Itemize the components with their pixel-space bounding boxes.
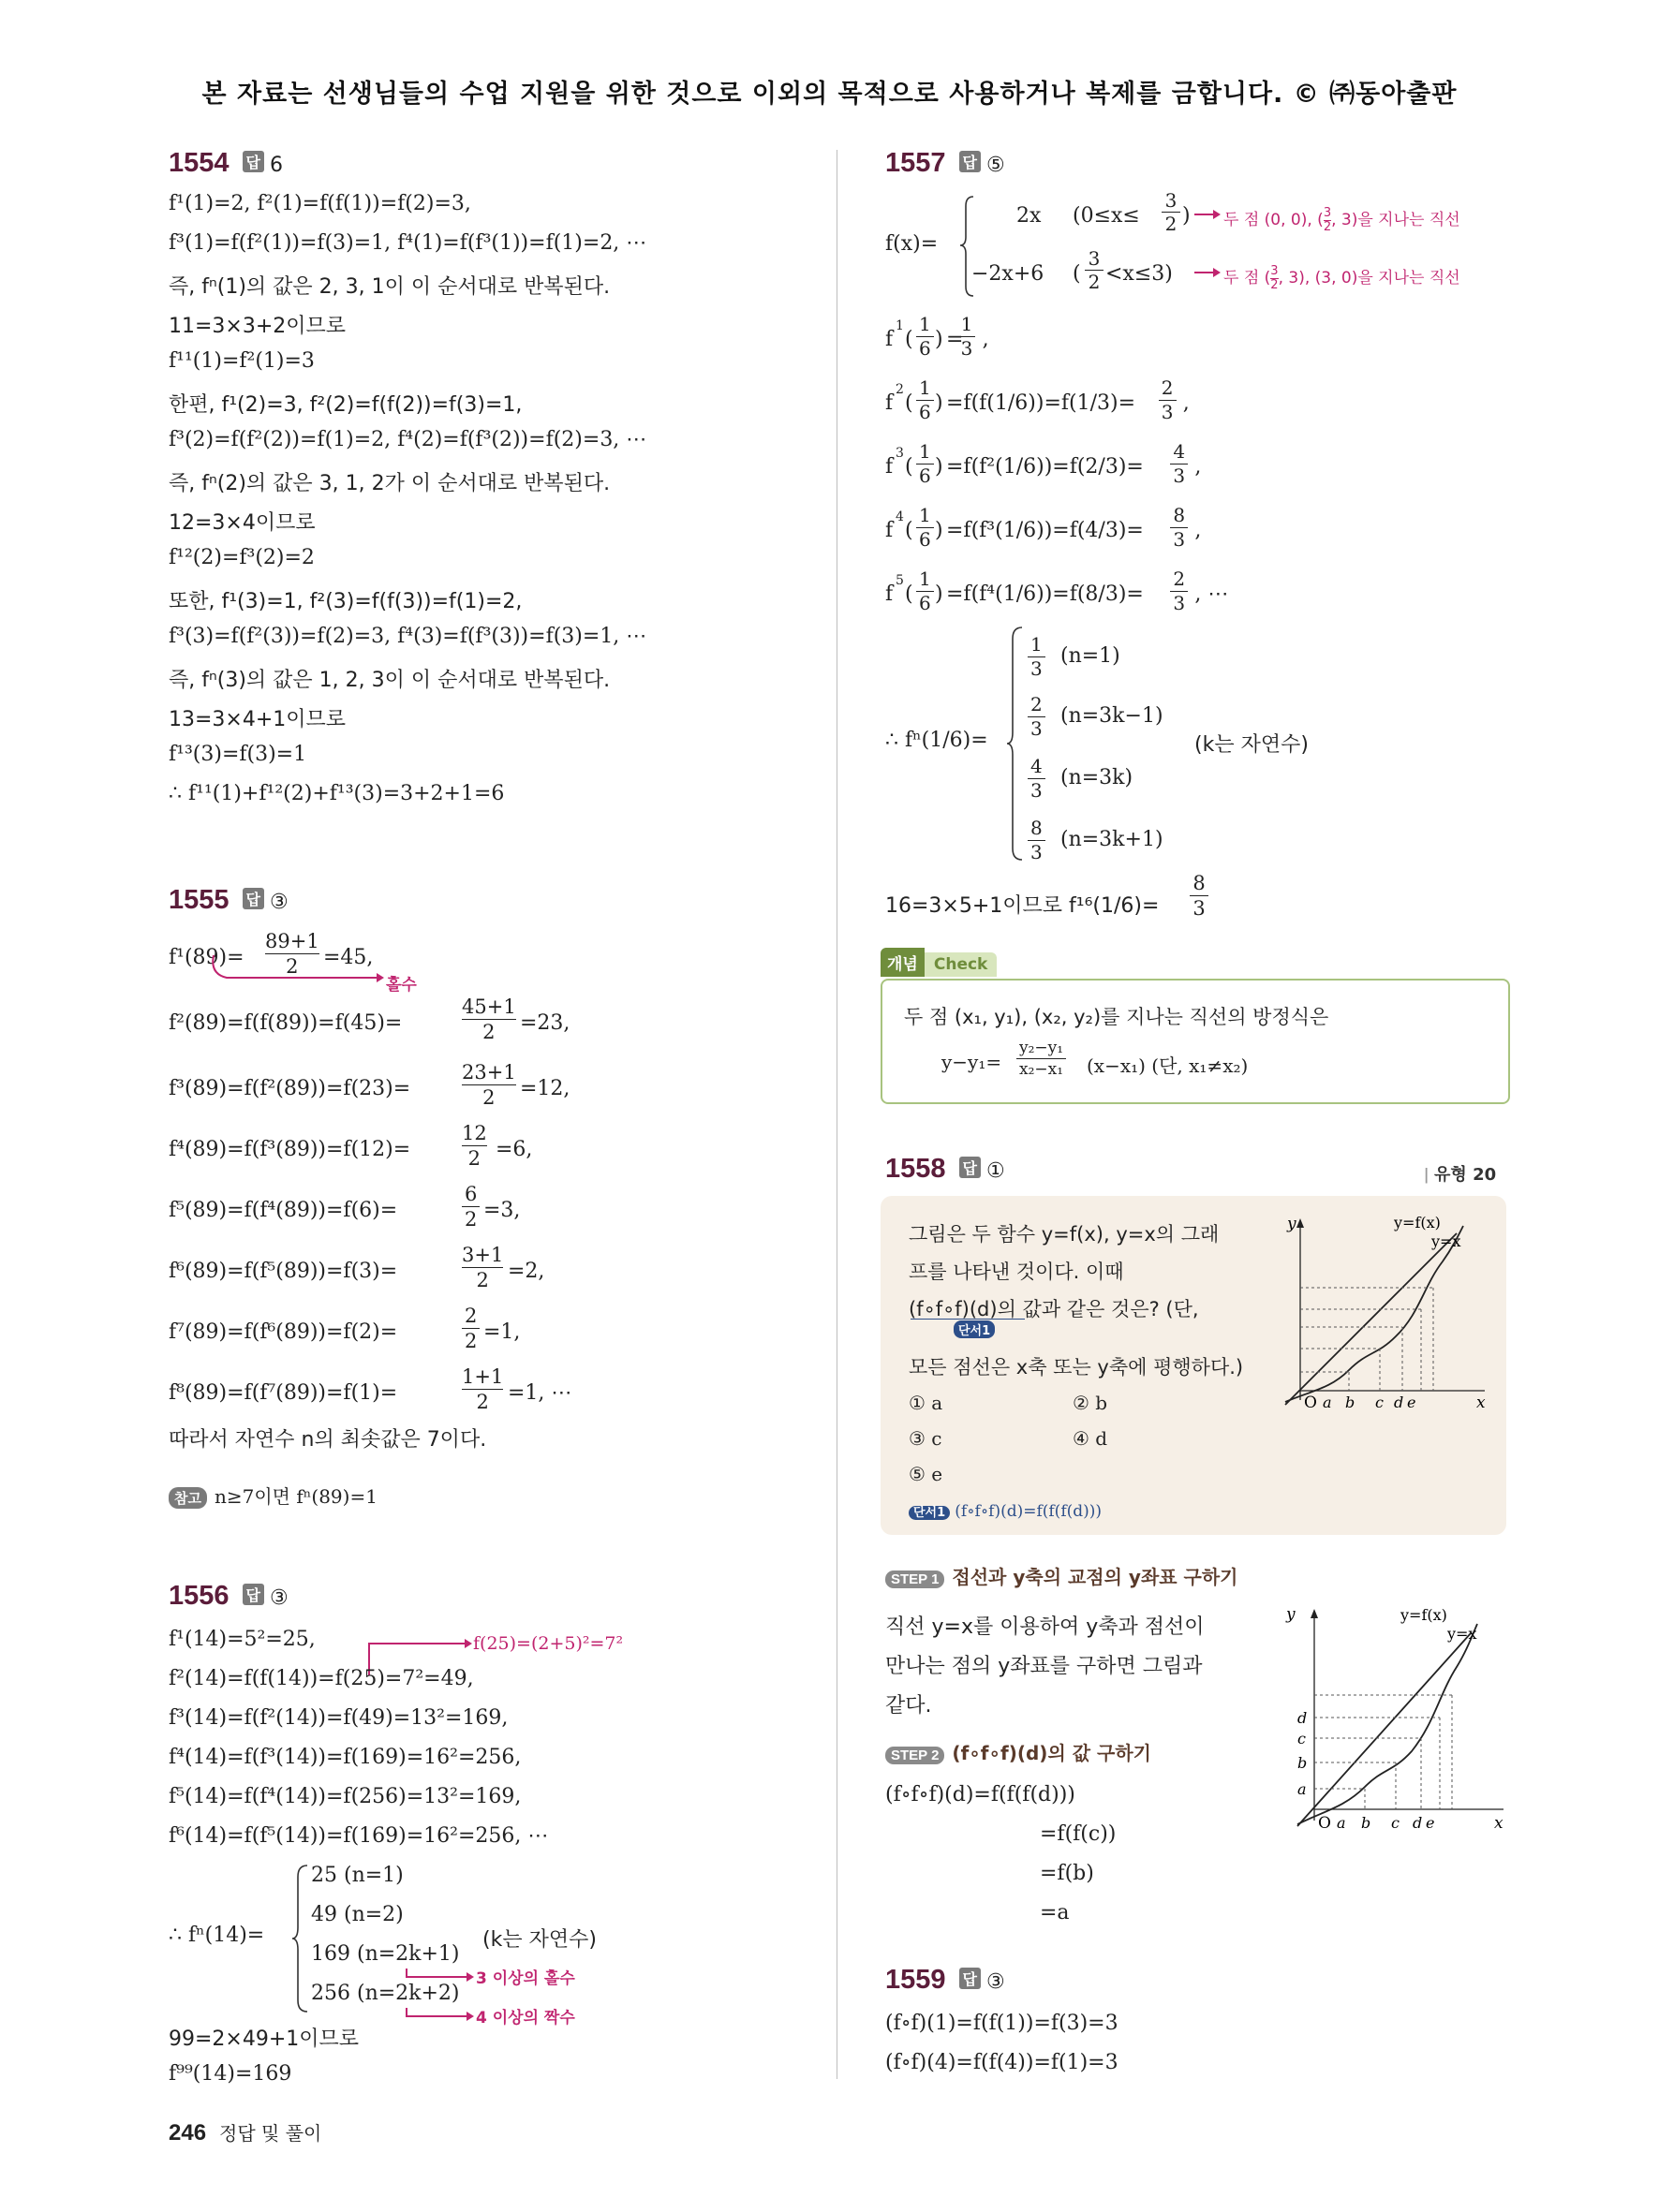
frac-den: 2 (1162, 212, 1180, 235)
case-cond: (n=3k−1) (1060, 704, 1163, 728)
case2-open: ( (1073, 262, 1081, 286)
solution-line: 또한, f¹(3)=1, f²(3)=f(f(3))=f(1)=2, (169, 590, 523, 613)
frac-den: 3 (1028, 716, 1045, 741)
even-annotation: 4 이상의 짝수 (476, 2009, 575, 2028)
case-row: 256 (n=2k+2) (311, 1982, 460, 2005)
cases-arrows (403, 1965, 478, 2027)
fraction (916, 440, 934, 488)
fx-lhs: f(x)= (885, 232, 939, 256)
step2-heading (885, 1738, 1151, 1765)
row-lhs: f⁷(89)=f(f⁶(89))=f(2)= (169, 1320, 398, 1344)
answer-value: 6 (269, 154, 283, 177)
cases-lhs: ∴ fⁿ(14)= (169, 1924, 265, 1947)
row-lhs: f³(89)=f(f²(89))=f(23)= (169, 1077, 411, 1100)
hint-row (909, 1502, 1102, 1521)
choice-1[interactable]: ① a (909, 1392, 943, 1414)
tick-e: e (1407, 1394, 1416, 1411)
row-rhs: =3, (483, 1199, 521, 1222)
case-row: 169 (n=2k+1) (311, 1942, 460, 1966)
answer-value: ⑤ (985, 154, 1005, 177)
step2-line: =f(f(c)) (1040, 1822, 1117, 1846)
step-tag: STEP 1 (885, 1571, 944, 1588)
problem-1556-heading (169, 1581, 289, 1612)
line-y-equals-x (1297, 1633, 1471, 1826)
fraction (1028, 755, 1045, 803)
frac-num: 3 (1270, 263, 1279, 278)
eval-close: ) (935, 391, 943, 415)
step1-line: 만나는 점의 y좌표를 구하면 그림과 (885, 1655, 1203, 1678)
note-part: , (3, 0)을 지나는 직선 (1304, 269, 1460, 288)
frac-num: 1 (919, 376, 931, 399)
fraction (1028, 633, 1045, 681)
tick-d: d (1394, 1394, 1404, 1411)
eval-open: ( (905, 519, 913, 542)
solution-line: f²(14)=f(f(14))=f(25)=7²=49, (169, 1667, 474, 1690)
frac-num: 1 (1030, 633, 1043, 656)
frac-den: 2 (265, 953, 319, 979)
frac-den: 2 (462, 1145, 487, 1171)
concept-check-label (881, 948, 997, 976)
solution-line: f³(2)=f(f²(2))=f(1)=2, f⁴(2)=f(f³(2))=f(2)=3, ⋯ (169, 428, 647, 451)
row-lhs: f⁵(89)=f(f⁴(89))=f(6)= (169, 1199, 398, 1222)
frac-num: 8 (1192, 872, 1206, 894)
fraction (1170, 504, 1188, 552)
dashed-guides (1314, 1695, 1452, 1809)
eval-close: ) (935, 455, 943, 479)
answer-badge: 답 (243, 151, 264, 172)
eval-end: , (1194, 519, 1202, 542)
choice-2[interactable]: ② b (1073, 1392, 1108, 1414)
fraction (462, 995, 516, 1044)
odd-annotation: 3 이상의 홀수 (476, 1969, 575, 1988)
answer-badge: 답 (243, 888, 264, 909)
frac-den: 6 (916, 400, 934, 424)
fraction (462, 1121, 487, 1171)
question-line: 모든 점선은 x축 또는 y축에 평행하다.) (909, 1356, 1244, 1379)
solution-line: 12=3×4이므로 (169, 511, 316, 535)
concept-check-box (881, 979, 1510, 1104)
solution-line: 한편, f¹(2)=3, f²(2)=f(f(2))=f(3)=1, (169, 393, 523, 417)
row-lhs: f¹(89)= (169, 946, 244, 969)
frac-num: 3+1 (462, 1244, 504, 1266)
eval-tail: =f(f²(1/6))=f(2/3)= (946, 455, 1144, 479)
problem-1554-heading (169, 148, 283, 179)
hint-text: (f∘f∘f)(d)=f(f(f(d))) (955, 1502, 1103, 1521)
frac-den: 2 (462, 1328, 480, 1353)
eval-lhs: f (885, 582, 894, 606)
x-label: x (1494, 1814, 1503, 1833)
problem-1559-heading (885, 1965, 1005, 1996)
frac-den: x₂−x₁ (1016, 1058, 1066, 1080)
tick-b: b (1361, 1814, 1371, 1832)
step-title: 접선과 y축의 교점의 y좌표 구하기 (952, 1566, 1238, 1588)
tick-e: e (1426, 1814, 1435, 1832)
answer-value: ③ (985, 1970, 1005, 1994)
eval-index: 2 (896, 382, 904, 397)
frac-num: 3 (1088, 247, 1101, 270)
frac-den: 6 (916, 527, 934, 552)
frac-num: 1 (919, 568, 931, 590)
eval-end: , (1182, 391, 1190, 415)
problem-number: 1555 (169, 885, 230, 915)
frac-num: 8 (1030, 817, 1043, 839)
frac-num: 1+1 (462, 1365, 504, 1388)
fraction (916, 376, 934, 424)
row-rhs: =45, (323, 946, 374, 969)
case1-expr: 2x (1016, 204, 1042, 228)
y-label: y (1286, 1605, 1296, 1624)
check-formula-rhs: (x−x₁) (단, x₁≠x₂) (1087, 1054, 1249, 1077)
eval-close: ) (935, 582, 943, 606)
page-number: 246 (169, 2120, 207, 2146)
hint-tag: 단서1 (909, 1506, 950, 1520)
curve-f (1285, 1226, 1463, 1402)
tick-a: a (1323, 1394, 1332, 1411)
step-title: (f∘f∘f)(d)의 값 구하기 (952, 1742, 1151, 1764)
solution-line: f⁴(14)=f(f³(14))=f(169)=16²=256, (169, 1746, 522, 1769)
fraction (1028, 693, 1045, 741)
case-note: (k는 자연수) (1194, 733, 1309, 757)
curve-f (1297, 1624, 1477, 1824)
footer-title: 정답 및 풀이 (219, 2122, 322, 2145)
solution-line: f¹(1)=2, f²(1)=f(f(1))=f(2)=3, (169, 192, 471, 215)
final-fraction (1190, 871, 1208, 921)
eval-lhs: f (885, 455, 894, 479)
tick-c: c (1391, 1814, 1400, 1832)
frac-num: 3 (1323, 205, 1332, 220)
step2-line: =f(b) (1040, 1862, 1094, 1885)
case1-note: 두 점 (0, 0), ( $\frac{3}{2}$ , 3)을 지나는 직선 (1223, 205, 1460, 234)
note-text: n≥7이면 fⁿ(89)=1 (214, 1485, 378, 1508)
check-text: 두 점 (x₁, y₁), (x₂, y₂)를 지나는 직선의 방정식은 (904, 1006, 1329, 1028)
question-line: 프를 나타낸 것이다. 이때 (909, 1261, 1124, 1283)
frac-num: 89+1 (265, 930, 319, 952)
eval-lhs: f (885, 519, 894, 542)
row-rhs: =12, (520, 1077, 570, 1100)
eval-lhs: f (885, 391, 894, 415)
fraction-3-2 (1085, 247, 1104, 293)
frac-den: 3 (1028, 778, 1045, 803)
case-row: 25 (n=1) (311, 1864, 404, 1887)
fraction (916, 313, 934, 361)
step2-line: =a (1040, 1901, 1070, 1924)
note-part: 을 지나는 직선 (1357, 211, 1460, 229)
case1-close: ) (1182, 204, 1191, 228)
row-rhs: =1, (483, 1320, 521, 1344)
case-cond: (n=3k+1) (1060, 828, 1163, 851)
conclusion-text: 따라서 자연수 n의 최솟값은 7이다. (169, 1428, 487, 1452)
cases-lhs: ∴ fⁿ(1/6)= (885, 729, 988, 752)
frac-num: 1 (960, 313, 973, 335)
frac-num: 2 (1030, 693, 1043, 715)
problem-number: 1554 (169, 148, 230, 178)
frac-den: 6 (916, 591, 934, 615)
case-row: 49 (n=2) (311, 1903, 404, 1926)
row-lhs: f²(89)=f(f(89))=f(45)= (169, 1011, 403, 1035)
row-rhs: =1, ⋯ (508, 1381, 572, 1405)
solution-line: f¹¹(1)=f²(1)=3 (169, 349, 315, 373)
answer-badge: 답 (959, 1157, 981, 1178)
question-line: 그림은 두 함수 y=f(x), y=x의 그래 (909, 1223, 1220, 1246)
eval-index: 5 (896, 573, 904, 588)
frac-num: 4 (1030, 755, 1043, 777)
final-line: 16=3×5+1이므로 f¹⁶(1/6)= (885, 894, 1160, 918)
problem-number: 1558 (885, 1154, 946, 1184)
y-tick-c: c (1297, 1730, 1306, 1747)
note-part: 두 점 (0, 0), (1223, 211, 1318, 229)
fraction (462, 1364, 503, 1414)
step2-line: (f∘f∘f)(d)=f(f(f(d))) (885, 1783, 1075, 1806)
step1-line: 같다. (885, 1694, 932, 1718)
frac-den: 3 (1159, 400, 1177, 424)
frac-den: 3 (1028, 656, 1045, 681)
eval-index: 1 (896, 318, 904, 333)
label-part: 개념 (881, 948, 925, 977)
frac-den: 2 (462, 1389, 503, 1414)
type-label: 유형 20 (1434, 1165, 1497, 1185)
fraction (916, 568, 934, 615)
eval-close: ) (935, 519, 943, 542)
step1-line: 직선 y=x를 이용하여 y축과 점선이 (885, 1615, 1205, 1639)
tick-a: a (1337, 1814, 1346, 1832)
solution-line: f¹³(3)=f(3)=1 (169, 743, 307, 766)
row-lhs: f⁶(89)=f(f⁵(89))=f(3)= (169, 1260, 398, 1283)
eval-index: 3 (896, 446, 904, 461)
frac-den: 2 (462, 1084, 516, 1110)
frac-den: 3 (958, 336, 976, 361)
frac-num: 8 (1173, 504, 1186, 526)
case1-cond: (0≤x≤ (1073, 204, 1140, 228)
eval-open: ( (905, 391, 913, 415)
solution-line: 11=3×3+2이므로 (169, 315, 347, 338)
tick-d: d (1413, 1814, 1423, 1832)
frac-num: 1 (919, 313, 931, 335)
question-line: (f∘f∘f)(d)의 값과 같은 것은? (단, (909, 1298, 1199, 1320)
eval-lhs: f (885, 328, 894, 351)
page-footer (169, 2118, 321, 2146)
dashed-guides (1300, 1288, 1433, 1391)
frac-num: 45+1 (462, 995, 516, 1018)
eval-open: ( (905, 328, 913, 351)
frac-den: 3 (1170, 464, 1188, 488)
fraction (1159, 376, 1177, 424)
frac-num: y₂−y₁ (1018, 1039, 1064, 1057)
frac-num: 3 (1164, 189, 1178, 212)
answer-value: ③ (269, 891, 289, 914)
problem-number: 1556 (169, 1581, 230, 1611)
y-axis-arrow (1311, 1609, 1318, 1618)
choice-4[interactable]: ④ d (1073, 1427, 1108, 1450)
answer-badge: 답 (959, 1968, 981, 1989)
tick-b: b (1345, 1394, 1355, 1411)
fx-label: y=f(x) (1400, 1606, 1447, 1624)
row-rhs: =23, (520, 1011, 570, 1035)
case2-note: 두 점 ( $\frac{3}{2}$ , 3), (3, 0)을 지나는 직선 (1223, 263, 1460, 292)
frac-den: 2 (462, 1206, 480, 1231)
y-tick-d: d (1297, 1709, 1308, 1727)
frac-num: 23+1 (462, 1061, 516, 1084)
frac-den: 2 (1270, 277, 1279, 292)
eval-tail: =f(f⁴(1/6))=f(8/3)= (946, 582, 1144, 606)
frac-num: 2 (1173, 568, 1186, 590)
fraction (462, 1304, 480, 1353)
choice-3[interactable]: ③ c (909, 1427, 942, 1450)
eval-end: , (982, 328, 989, 351)
fraction (462, 1243, 503, 1292)
note-part: , 3) (1331, 211, 1358, 229)
origin-label: O (1318, 1814, 1331, 1833)
frac-den: 2 (1323, 219, 1332, 234)
note-row (169, 1482, 378, 1509)
frac-num: 1 (919, 440, 931, 463)
yx-label: y=x (1447, 1625, 1477, 1643)
step-tag: STEP 2 (885, 1747, 944, 1764)
origin-label: O (1304, 1394, 1317, 1412)
frac-num: 1 (919, 504, 931, 526)
frac-den: 3 (1190, 895, 1208, 921)
answer-value: ① (985, 1159, 1005, 1183)
row-lhs: f⁸(89)=f(f⁷(89))=f(1)= (169, 1381, 398, 1405)
arrow-right-icon (1194, 208, 1222, 221)
answer-badge: 답 (243, 1584, 264, 1605)
fraction (1028, 817, 1045, 864)
case-cond: (n=1) (1060, 644, 1120, 668)
solution-line: f⁹⁹(14)=169 (169, 2062, 292, 2086)
step1-heading (885, 1562, 1238, 1589)
eval-close: ) (935, 328, 943, 351)
x-label: x (1476, 1394, 1486, 1412)
fraction (1170, 440, 1188, 488)
row-rhs: =6, (496, 1138, 533, 1161)
solution-line: f¹²(2)=f³(2)=2 (169, 546, 315, 569)
frac-num: 2 (465, 1305, 478, 1327)
yx-label: y=x (1431, 1232, 1461, 1250)
type-hint: ǀ 유형 20 (1424, 1165, 1497, 1185)
function-graph-solution (1279, 1603, 1508, 1842)
note-part: 두 점 (1223, 269, 1265, 288)
arrow-right-icon (1194, 266, 1222, 279)
left-brace (292, 1864, 309, 2013)
solution-line: 즉, fⁿ(2)의 값은 3, 1, 2가 이 순서대로 반복된다. (169, 472, 611, 495)
note-tag: 참고 (169, 1487, 207, 1509)
solution-line: 즉, fⁿ(3)의 값은 1, 2, 3이 이 순서대로 반복된다. (169, 669, 611, 692)
check-formula-fraction (1016, 1038, 1066, 1080)
eval-end: , (1194, 455, 1202, 479)
y-tick-b: b (1297, 1754, 1308, 1772)
fraction (958, 313, 976, 361)
eval-open: ( (905, 582, 913, 606)
eval-index: 4 (896, 509, 904, 524)
frac-den: 2 (462, 1267, 503, 1292)
fraction-3-2 (1162, 189, 1180, 235)
eval-tail: =f(f³(1/6))=f(4/3)= (946, 519, 1144, 542)
fraction (916, 504, 934, 552)
frac-den: 3 (1170, 591, 1188, 615)
solution-line: f³(1)=f(f²(1))=f(3)=1, f⁴(1)=f(f³(1))=f(1)=2, ⋯ (169, 231, 647, 255)
y-axis-arrow (1296, 1218, 1304, 1228)
case2-cond: <x≤3) (1105, 262, 1173, 286)
y-label: y (1287, 1215, 1296, 1233)
fraction (462, 1060, 516, 1110)
solution-line: f⁵(14)=f(f⁴(14))=f(256)=13²=169, (169, 1785, 522, 1808)
case2-expr: −2x+6 (971, 262, 1044, 286)
answer-value: ③ (269, 1586, 289, 1610)
check-formula-lhs: y−y₁= (941, 1051, 1002, 1073)
solution-line: (f∘f)(1)=f(f(1))=f(3)=3 (885, 2012, 1118, 2035)
f25-annotation: f(25)=(2+5)²=7² (473, 1633, 624, 1654)
frac-den: 6 (916, 336, 934, 361)
frac-num: 6 (465, 1183, 478, 1205)
line-y-equals-x (1285, 1233, 1457, 1405)
odd-annotation: 홀수 (386, 976, 417, 995)
problem-number: 1557 (885, 148, 946, 178)
note-part: , 3) (1278, 269, 1305, 288)
row-lhs: f⁴(89)=f(f³(89))=f(12)= (169, 1138, 411, 1161)
frac-den: 6 (916, 464, 934, 488)
case-note: (k는 자연수) (482, 1928, 597, 1952)
tick-c: c (1375, 1394, 1384, 1411)
solution-line: f³(14)=f(f²(14))=f(49)=13²=169, (169, 1706, 509, 1730)
frac-num: 12 (462, 1122, 487, 1144)
frac-num: 4 (1173, 440, 1186, 463)
fraction (462, 1182, 480, 1231)
frac-den: 3 (1028, 840, 1045, 864)
fraction (1170, 568, 1188, 615)
problem-1558-heading (885, 1154, 1005, 1185)
frac-den: 2 (462, 1019, 516, 1044)
solution-line: f³(3)=f(f²(3))=f(2)=3, f⁴(3)=f(f³(3))=f(3)=1, ⋯ (169, 625, 647, 648)
solution-line: ∴ f¹¹(1)+f¹²(2)+f¹³(3)=3+2+1=6 (169, 782, 505, 805)
fx-label: y=f(x) (1394, 1214, 1441, 1231)
left-brace (1007, 626, 1024, 862)
row-rhs: =2, (508, 1260, 545, 1283)
frac-den: 3 (1170, 527, 1188, 552)
frac-den: 2 (1085, 270, 1104, 293)
answer-badge: 답 (959, 151, 981, 172)
eval-tail: = (946, 328, 964, 351)
frac-num: 2 (1161, 376, 1174, 399)
solution-line: 즉, fⁿ(1)의 값은 2, 3, 1이 이 순서대로 반복된다. (169, 275, 611, 299)
function-graph-problem (1283, 1213, 1489, 1423)
solution-line: f⁶(14)=f(f⁵(14))=f(169)=16²=256, ⋯ (169, 1824, 549, 1848)
label-part: Check (925, 952, 998, 977)
solution-line: 13=3×4+1이므로 (169, 708, 347, 731)
problem-1557-heading (885, 148, 1005, 179)
problem-1555-heading (169, 885, 289, 916)
y-tick-a: a (1297, 1780, 1307, 1798)
eval-open: ( (905, 455, 913, 479)
eval-tail: =f(f(1/6))=f(1/3)= (946, 391, 1136, 415)
solution-line: f¹(14)=5²=25, (169, 1628, 316, 1651)
odd-arrow (206, 953, 393, 985)
case-cond: (n=3k) (1060, 766, 1133, 789)
solution-line: (f∘f)(4)=f(f(4))=f(1)=3 (885, 2051, 1118, 2074)
eval-end: , ⋯ (1194, 582, 1229, 606)
hint-tag: 단서1 (954, 1320, 995, 1338)
choice-5[interactable]: ⑤ e (909, 1463, 943, 1485)
problem-number: 1559 (885, 1965, 946, 1995)
copyright-header: 본 자료는 선생님들의 수업 지원을 위한 것으로 이외의 목적으로 사용하거나 복제를 금합니다. © ㈜동아출판 (201, 80, 1458, 109)
solution-line: 99=2×49+1이므로 (169, 2028, 360, 2051)
